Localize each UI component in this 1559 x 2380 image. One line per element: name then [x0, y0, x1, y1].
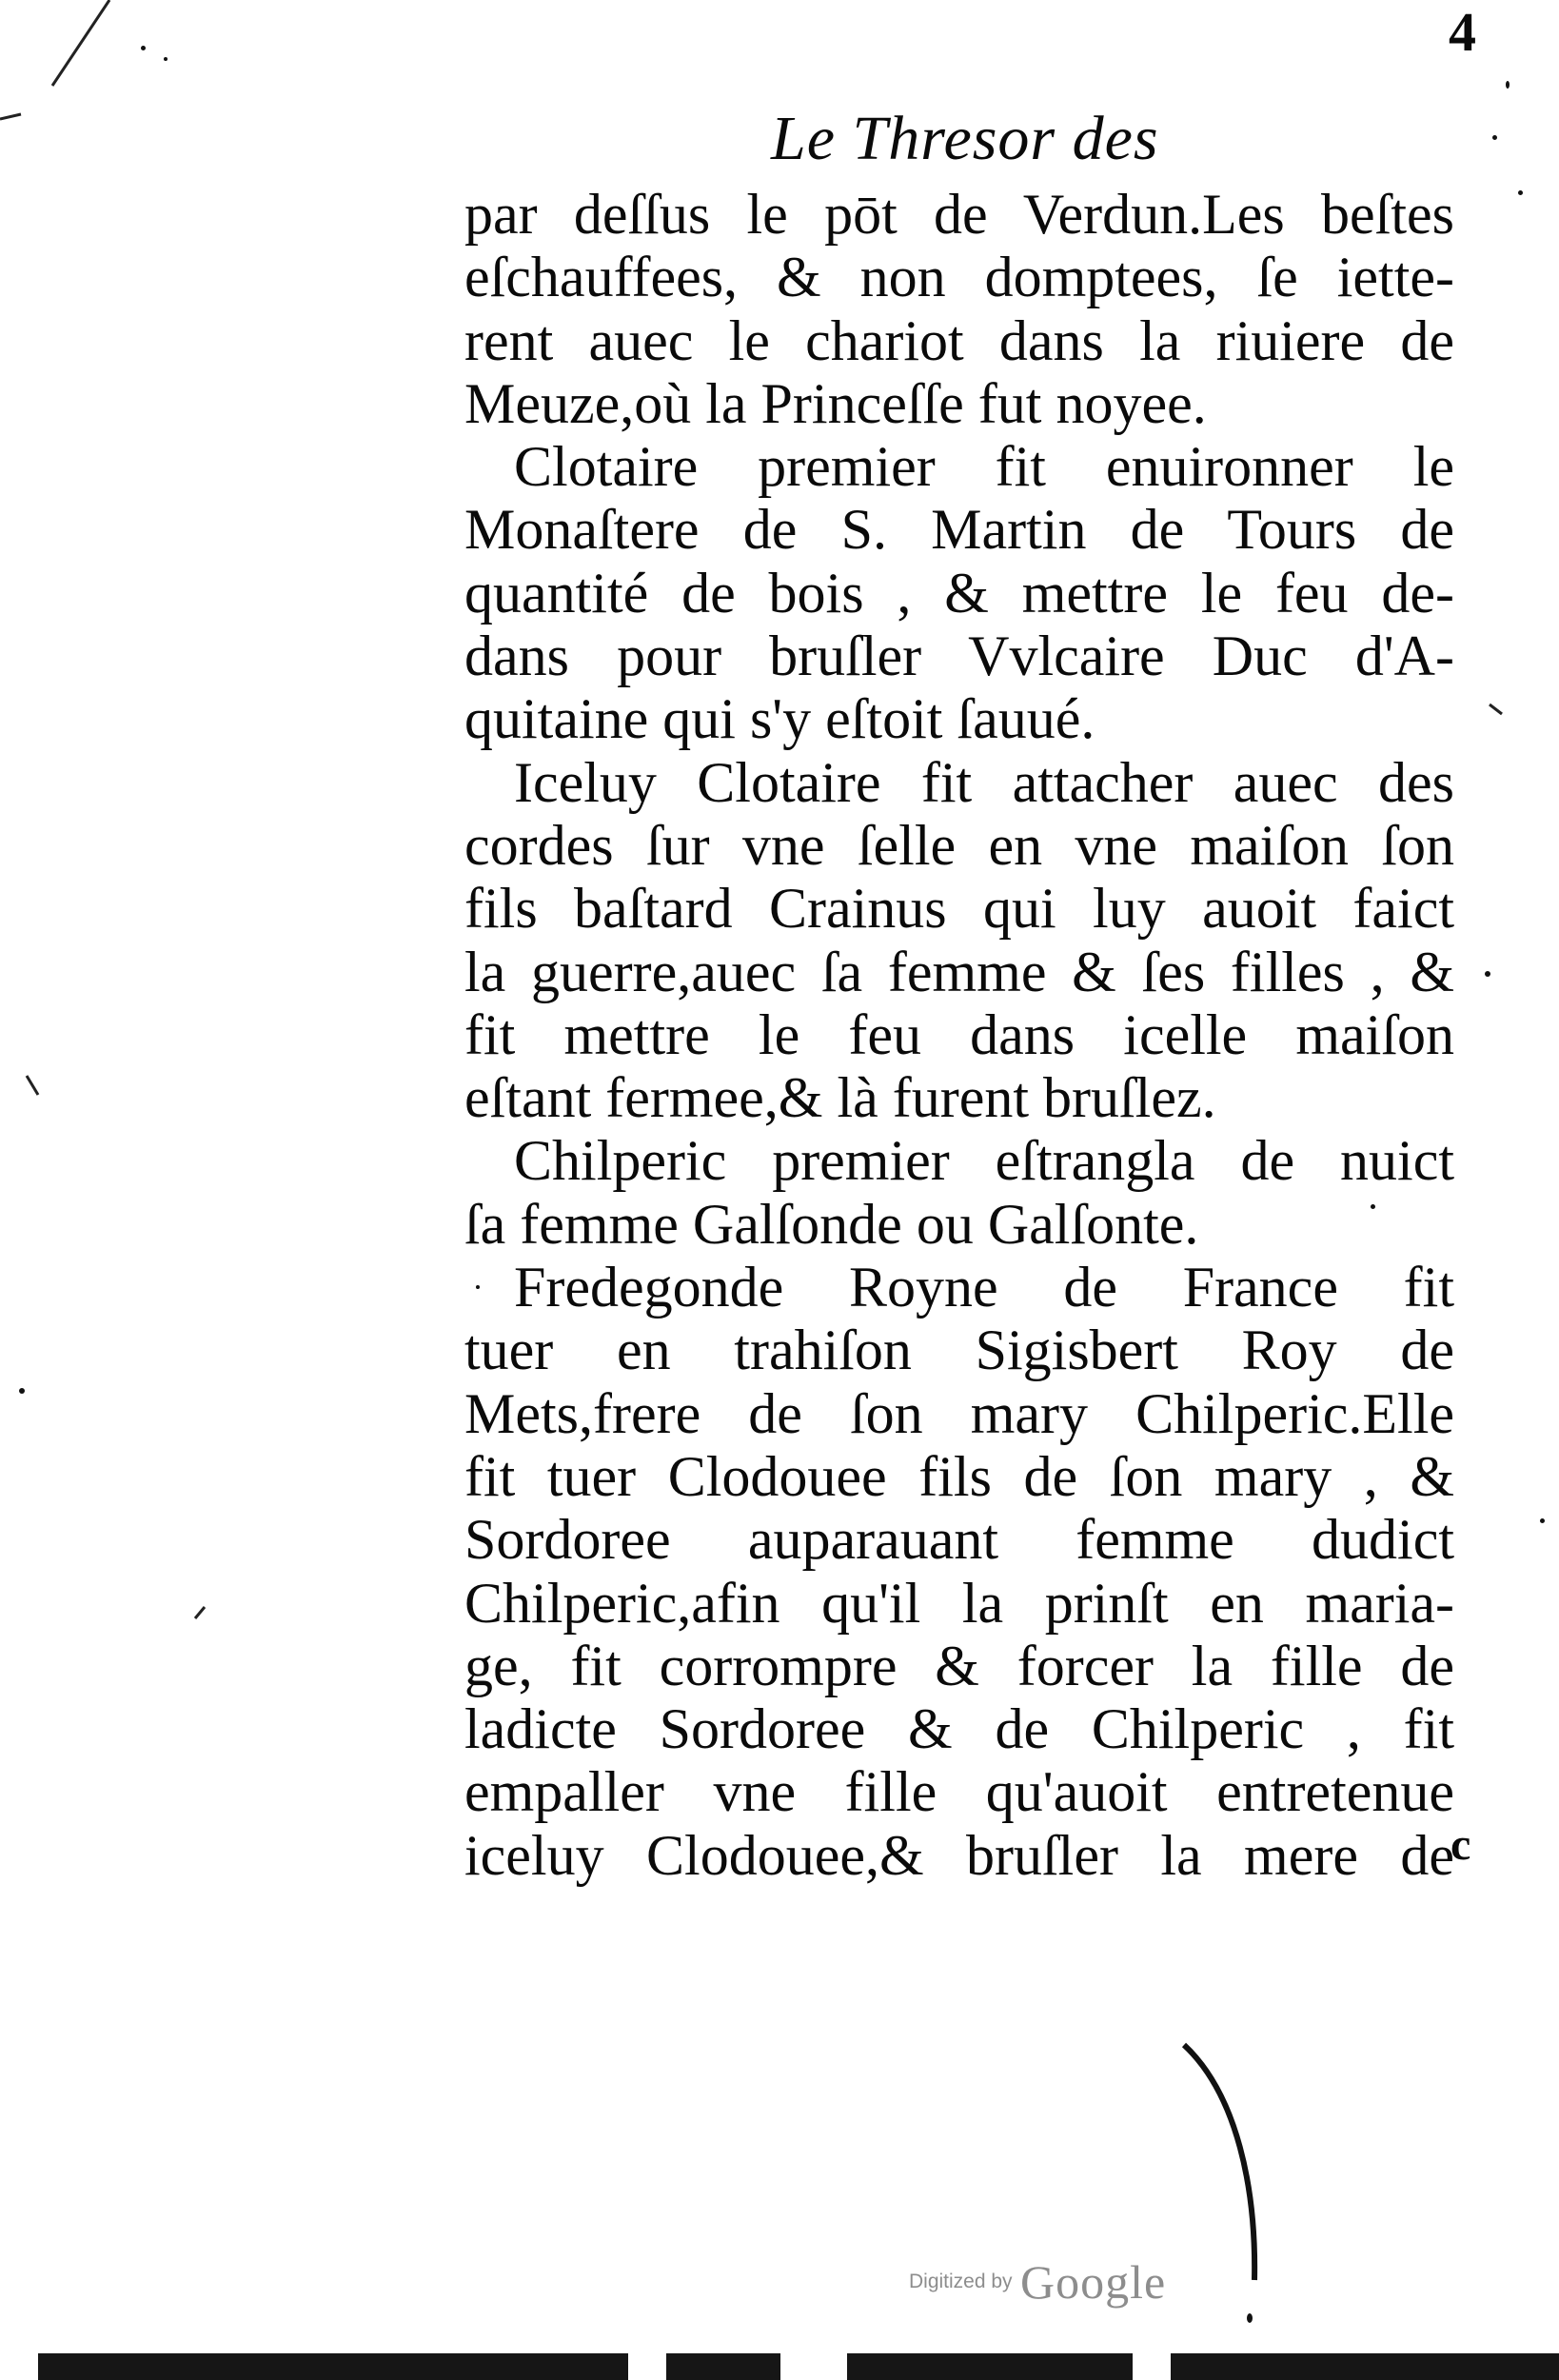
margin-letter: c	[1450, 1819, 1471, 1870]
running-head: Le Thresor des	[771, 104, 1159, 173]
text-line: iceluy Clodouee,& bruſler la mere de	[464, 1823, 1454, 1887]
digitization-watermark	[909, 2254, 1166, 2310]
edge-tick-1	[27, 1076, 38, 1095]
edge-bar	[1171, 2353, 1559, 2380]
text-line: eſchauffees, & non domptees, ſe iette-	[464, 246, 1454, 309]
text-line: quantité de bois , & mettre le feu de-	[464, 561, 1454, 625]
speck	[1518, 190, 1523, 195]
text-line: tuer en trahiſon Sigisbert Roy de	[464, 1319, 1454, 1382]
text-line: rent auec le chariot dans la riuiere de	[464, 308, 1454, 372]
scan-bottom-edge	[38, 2334, 1559, 2380]
speck	[1485, 971, 1490, 977]
text-line: ladicte Sordoree & de Chilperic , fit	[464, 1697, 1454, 1761]
ink-flourish	[1184, 2045, 1254, 2280]
text-line: Mets,frere de ſon mary Chilperic.Elle	[464, 1381, 1454, 1445]
text-line: fils baſtard Crainus qui luy auoit faict	[464, 877, 1454, 941]
text-line: cordes ſur vne ſelle en vne maiſon ſon	[464, 813, 1454, 877]
text-line: quitaine qui s'y eſtoit ſauué.	[464, 687, 1095, 751]
watermark-brand: Google	[1020, 2255, 1167, 2309]
speck	[1492, 135, 1497, 140]
text-line: Sordoree auparauant femme dudict	[464, 1508, 1454, 1572]
edge-bar	[666, 2353, 780, 2380]
text-line: Chilperic premier eſtrangla de nuict	[514, 1129, 1454, 1193]
text-line: Monaſtere de S. Martin de Tours de	[464, 498, 1454, 562]
text-line: ſa femme Galſonde ou Galſonte.	[464, 1192, 1199, 1256]
text-line: empaller vne fille qu'auoit entretenue	[464, 1760, 1454, 1824]
edge-bar	[38, 2353, 628, 2380]
text-line: Iceluy Clotaire fit attacher auec des	[514, 750, 1454, 814]
text-line: fit mettre le feu dans icelle maiſon	[464, 1002, 1454, 1066]
speck	[19, 1388, 25, 1394]
text-line: Chilperic,afin qu'il la prinſt en maria-	[464, 1571, 1454, 1635]
edge-tick-3	[1490, 704, 1502, 714]
page-corner-mark: 4	[1449, 1, 1476, 63]
text-line: fit tuer Clodouee fils de ſon mary , &	[464, 1444, 1454, 1508]
edge-bar	[847, 2353, 1133, 2380]
speck	[164, 57, 168, 61]
text-line: la guerre,auec ſa femme & ſes filles , &	[464, 940, 1454, 1003]
edge-stroke-left	[52, 0, 109, 86]
speck	[1506, 81, 1510, 89]
text-line: dans pour bruſler Vvlcaire Duc d'A-	[464, 625, 1454, 688]
text-line: ge, fit corrompre & forcer la fille de	[464, 1634, 1454, 1697]
text-line: par deſſus le pōt de Verdun.Les beſtes	[464, 183, 1454, 246]
edge-stroke-left-2	[0, 114, 21, 119]
speck	[141, 46, 146, 50]
text-line: Meuze,où la Princeſſe fut noyee.	[464, 371, 1207, 435]
text-line: Fredegonde Royne de France fit	[514, 1256, 1454, 1319]
speck	[1540, 1518, 1545, 1523]
speck	[1247, 2313, 1253, 2323]
watermark-prefix: Digitized by	[909, 2271, 1013, 2292]
text-line: eſtant fermee,& là furent bruſlez.	[464, 1066, 1216, 1130]
body-text	[464, 183, 1454, 1887]
edge-tick-2	[195, 1607, 205, 1618]
text-line: Clotaire premier fit enuironner le	[514, 435, 1454, 499]
